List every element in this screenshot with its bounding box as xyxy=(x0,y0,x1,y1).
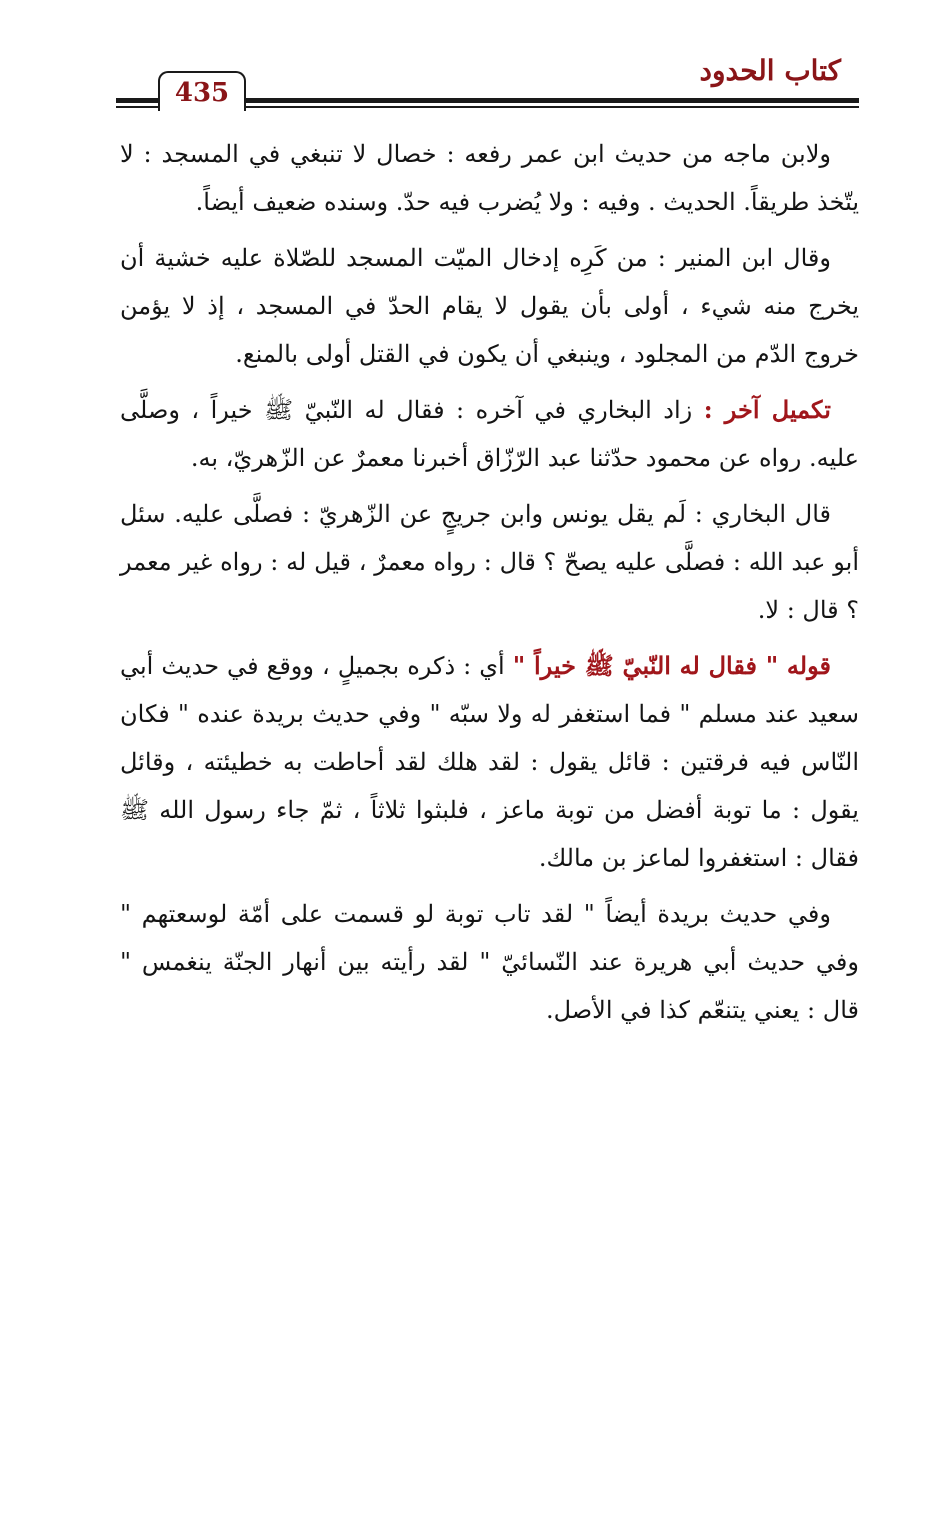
paragraph-5 xyxy=(120,642,859,882)
paragraph-2-text: وقال ابن المنير : من كَرِه إدخال الميّت المسجد للصّلاة عليه خشية أن يخرج منه شيء ، أولى بأن يقول لا يقام الحدّ في المسجد ، إذ لا يؤمن خروج الدّم من المجلود ، وينبغي أن يكون في القتل أولى بالمنع. xyxy=(120,244,859,368)
paragraph-6-text: وفي حديث بريدة أيضاً " لقد تاب توبة لو قسمت على أمّة لوسعتهم " وفي حديث أبي هريرة عند النّسائيّ " لقد رأيته بين أنهار الجنّة ينغمس " قال : يعني يتنعّم كذا في الأصل. xyxy=(120,900,859,1024)
paragraph-2 xyxy=(120,234,859,378)
paragraph-4 xyxy=(120,490,859,634)
page-header xyxy=(0,0,945,120)
paragraph-4-text: قال البخاري : لَم يقل يونس وابن جريجٍ عن الزّهريّ : فصلَّى عليه. سئل أبو عبد الله : فصلَّى عليه يصحّ ؟ قال : رواه معمرٌ ، قيل له : رواه غير معمر ؟ قال : لا. xyxy=(120,500,859,624)
paragraph-6 xyxy=(120,890,859,1034)
body-text xyxy=(120,130,859,1042)
paragraph-5-lead: قوله " فقال له النّبيّ ﷺ خيراً " xyxy=(512,651,831,680)
page-number: 435 xyxy=(158,71,246,111)
paragraph-3 xyxy=(120,386,859,482)
book-title: كتاب الحدود xyxy=(699,54,841,87)
paragraph-3-lead: تكميل آخر : xyxy=(703,395,831,424)
paragraph-1 xyxy=(120,130,859,226)
paragraph-3-text: زاد البخاري في آخره : فقال له النّبيّ ﷺ خيراً ، وصلَّى عليه. رواه عن محمود حدّثنا عبد الرّزّاق أخبرنا معمرٌ عن الزّهريّ، به. xyxy=(120,396,859,472)
paragraph-1-text: ولابن ماجه من حديث ابن عمر رفعه : خصال لا تنبغي في المسجد : لا يتّخذ طريقاً. الحديث . وفيه : ولا يُضرب فيه حدّ. وسنده ضعيف أيضاً. xyxy=(120,140,859,216)
paragraph-5-text: أي : ذكره بجميلٍ ، ووقع في حديث أبي سعيد عند مسلم " فما استغفر له ولا سبّه " وفي حديث بريدة عنده " فكان النّاس فيه فرقتين : قائل يقول : لقد هلك لقد أحاطت به خطيئته ، وقائل يقول : ما توبة أفضل من توبة ماعز ، فلبثوا ثلاثاً ، ثمّ جاء رسول الله ﷺ فقال : استغفروا لماعز بن مالك. xyxy=(120,652,860,872)
